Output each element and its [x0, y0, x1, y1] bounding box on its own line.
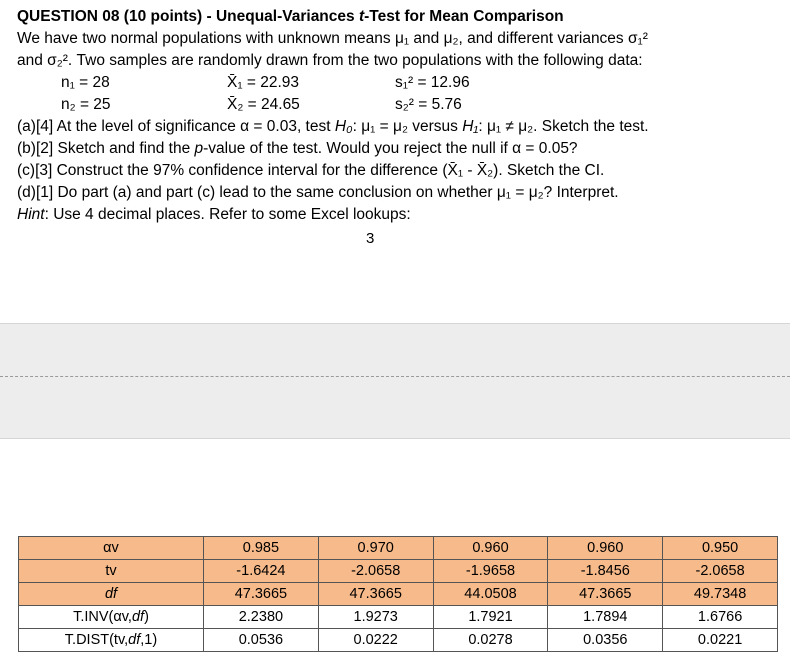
table-row-df — [19, 583, 778, 606]
table-cell: 1.9273 — [318, 606, 433, 629]
table-cell: 0.960 — [433, 537, 548, 560]
sample-2-data — [17, 94, 777, 116]
table-cell: 47.3665 — [204, 583, 319, 606]
table-cell: -1.9658 — [433, 560, 548, 583]
sample-2-mean: X̄₂ = 24.65 — [227, 96, 300, 113]
table-cell: 1.7921 — [433, 606, 548, 629]
sample-2-variance: s₂² = 5.76 — [395, 96, 462, 113]
page-gap — [0, 323, 790, 439]
table-cell: 0.970 — [318, 537, 433, 560]
page-number: 3 — [366, 230, 375, 247]
row-label-tdist: T.DIST(tv,df,1) — [19, 629, 204, 652]
table-cell: 0.0278 — [433, 629, 548, 652]
part-b: (b)[2] Sketch and find the p-value of the test. Would you reject the null if α = 0.05? — [17, 140, 578, 157]
sample-1-data — [17, 72, 777, 94]
intro-line-1: We have two normal populations with unknown means μ₁ and μ₂, and different variances σ₁² — [17, 30, 648, 47]
table-cell: 2.2380 — [204, 606, 319, 629]
table-cell: 0.0221 — [663, 629, 778, 652]
table-cell: 0.0536 — [204, 629, 319, 652]
table-cell: 47.3665 — [318, 583, 433, 606]
page-break-line — [0, 376, 790, 377]
row-label-tinv: T.INV(αv,df) — [19, 606, 204, 629]
table-cell: 0.985 — [204, 537, 319, 560]
table-row-tdist — [19, 629, 778, 652]
table-cell: 47.3665 — [548, 583, 663, 606]
sample-1-variance: s₁² = 12.96 — [395, 74, 470, 91]
row-label-tv: tv — [19, 560, 204, 583]
table-row-tv — [19, 560, 778, 583]
table-cell: 0.0356 — [548, 629, 663, 652]
table-cell: -1.8456 — [548, 560, 663, 583]
question-block — [17, 6, 777, 226]
table-cell: 0.950 — [663, 537, 778, 560]
row-label-alpha-v: αv — [19, 537, 204, 560]
row-label-df: df — [19, 583, 204, 606]
part-c: (c)[3] Construct the 97% confidence interval for the difference (X̄₁ - X̄₂). Sketch the CI. — [17, 162, 605, 179]
table-cell: 1.6766 — [663, 606, 778, 629]
table-cell: 0.0222 — [318, 629, 433, 652]
excel-lookup-table — [18, 536, 778, 652]
table-cell: -2.0658 — [318, 560, 433, 583]
table-cell: -1.6424 — [204, 560, 319, 583]
sample-1-mean: X̄₁ = 22.93 — [227, 74, 300, 91]
table-row-tinv — [19, 606, 778, 629]
hint: Hint: Use 4 decimal places. Refer to some Excel lookups: — [17, 206, 411, 223]
table-cell: -2.0658 — [663, 560, 778, 583]
table-cell: 49.7348 — [663, 583, 778, 606]
question-title: QUESTION 08 (10 points) - Unequal-Variances t-Test for Mean Comparison — [17, 8, 564, 25]
part-a: (a)[4] At the level of significance α = 0.03, test H₀: μ₁ = μ₂ versus H₁: μ₁ ≠ μ₂. Sketch the test. — [17, 118, 649, 135]
sample-1-n: n₁ = 28 — [61, 74, 110, 91]
part-d: (d)[1] Do part (a) and part (c) lead to the same conclusion on whether μ₁ = μ₂? Interpret. — [17, 184, 619, 201]
table-row-alpha-v — [19, 537, 778, 560]
table-cell: 44.0508 — [433, 583, 548, 606]
intro-line-2: and σ₂². Two samples are randomly drawn from the two populations with the following data: — [17, 52, 643, 69]
table-cell: 1.7894 — [548, 606, 663, 629]
table-cell: 0.960 — [548, 537, 663, 560]
sample-2-n: n₂ = 25 — [61, 96, 111, 113]
